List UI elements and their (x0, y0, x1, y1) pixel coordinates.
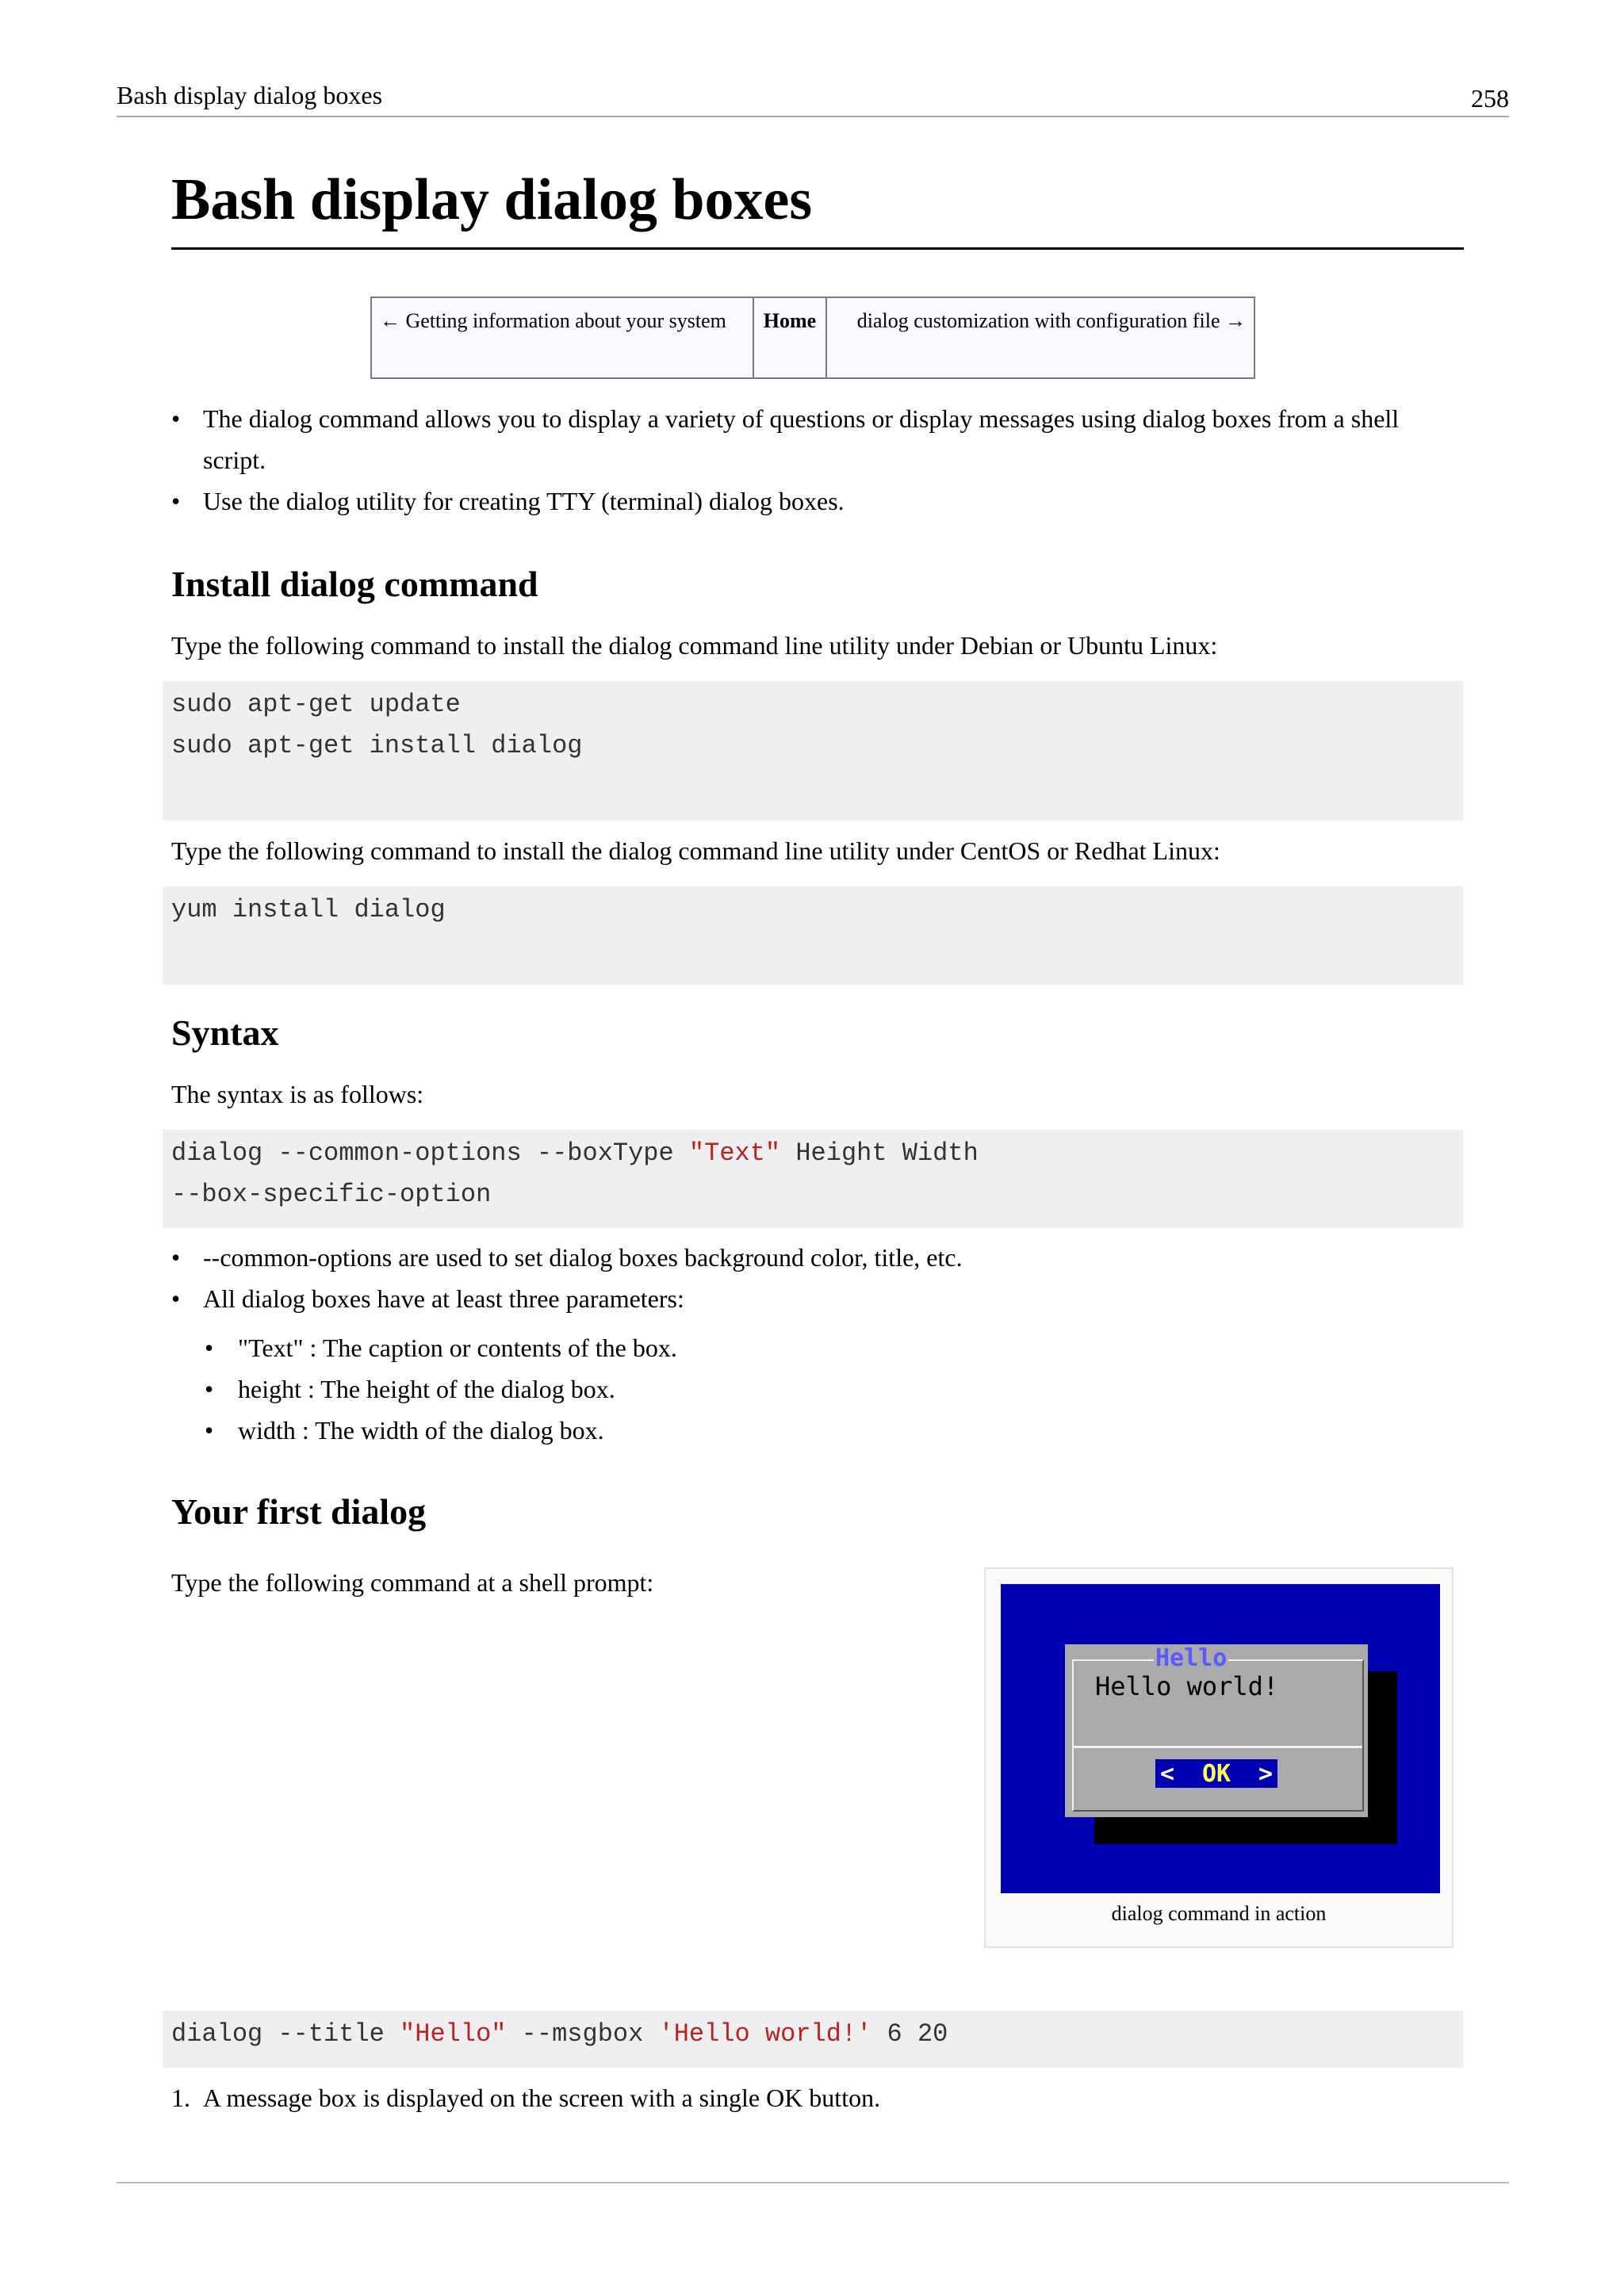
steps-list (171, 2077, 880, 2118)
code-line (171, 2014, 1454, 2055)
syntax-bullets (171, 1237, 1440, 1319)
list-item (171, 2077, 880, 2118)
terminal-screen (1001, 1584, 1440, 1893)
first-dialog-text: Type the following command at a shell prompt: (171, 1568, 654, 1597)
ok-left-bracket: < (1160, 1759, 1175, 1788)
code-string: "Text" (688, 1138, 781, 1168)
section-heading-syntax: Syntax (171, 1012, 279, 1053)
list-item: • All dialog boxes have at least three parameters: (171, 1278, 1440, 1319)
code-block-syntax (163, 1130, 1463, 1228)
nav-home-link[interactable]: Home (753, 297, 826, 378)
syntax-text: The syntax is as follows: (171, 1080, 424, 1108)
navigation-box (370, 297, 1255, 379)
footer-rule (117, 2182, 1509, 2183)
list-item: • height : The height of the dialog box. (205, 1368, 1394, 1410)
code-segment: dialog --title (171, 2019, 400, 2049)
list-item-text: A message box is displayed on the screen with a single OK button. (203, 2084, 881, 2112)
code-string: "Hello" (400, 2019, 507, 2049)
list-item: • The dialog command allows you to display a variety of questions or display messages using dialog boxes from a shell script. (171, 398, 1456, 480)
running-header-title: Bash display dialog boxes (117, 81, 383, 109)
code-line: --box-specific-option (171, 1180, 492, 1209)
nav-next-link[interactable]: dialog customization with configuration file → (826, 297, 1254, 378)
code-string: 'Hello world!' (658, 2019, 872, 2049)
list-item: • width : The width of the dialog box. (205, 1410, 1394, 1451)
section-heading-first-dialog: Your first dialog (171, 1491, 427, 1532)
code-segment: --msgbox (506, 2019, 659, 2049)
ok-button-label: OK (1201, 1759, 1231, 1788)
dialog-title: Hello (1155, 1644, 1228, 1672)
list-item: • "Text" : The caption or contents of the box. (205, 1327, 1394, 1368)
code-segment: 6 20 (871, 2019, 948, 2049)
list-number: 1. (171, 2084, 190, 2112)
dialog-message: Hello world! (1095, 1671, 1279, 1701)
page-number: 258 (1471, 84, 1509, 113)
install-centos-text: Type the following command to install the dialog command line utility under CentOS or Redhat Linux: (171, 836, 1220, 865)
nav-previous-link[interactable]: ← Getting information about your system (371, 297, 753, 378)
figure-dialog-screenshot (984, 1567, 1454, 1948)
code-block-debian (163, 681, 1463, 821)
message-dialog (1065, 1644, 1368, 1817)
code-line: yum install dialog (171, 895, 446, 924)
code-block-centos (163, 886, 1463, 985)
ok-button[interactable] (1155, 1759, 1277, 1788)
list-item: • --common-options are used to set dialog boxes background color, title, etc. (171, 1237, 1440, 1278)
code-line: sudo apt-get update (171, 690, 461, 719)
dialog-separator (1072, 1746, 1362, 1748)
page-title: Bash display dialog boxes (171, 159, 1464, 250)
code-line (171, 1133, 1454, 1174)
code-segment: Height Width (780, 1138, 979, 1168)
article-content (171, 159, 1464, 2112)
code-segment: dialog --common-options --boxType (171, 1138, 689, 1168)
running-header (117, 78, 1509, 117)
ok-right-bracket: > (1258, 1759, 1273, 1788)
section-heading-install: Install dialog command (171, 564, 538, 604)
figure-caption: dialog command in action (1111, 1902, 1327, 1925)
install-debian-text: Type the following command to install the dialog command line utility under Debian or Ubuntu Linux: (171, 631, 1218, 660)
intro-list (171, 398, 1456, 522)
params-list (205, 1327, 1394, 1451)
code-line: sudo apt-get install dialog (171, 731, 583, 760)
list-item: • Use the dialog utility for creating TTY (terminal) dialog boxes. (171, 480, 1456, 522)
code-block-first-dialog (163, 2011, 1463, 2068)
